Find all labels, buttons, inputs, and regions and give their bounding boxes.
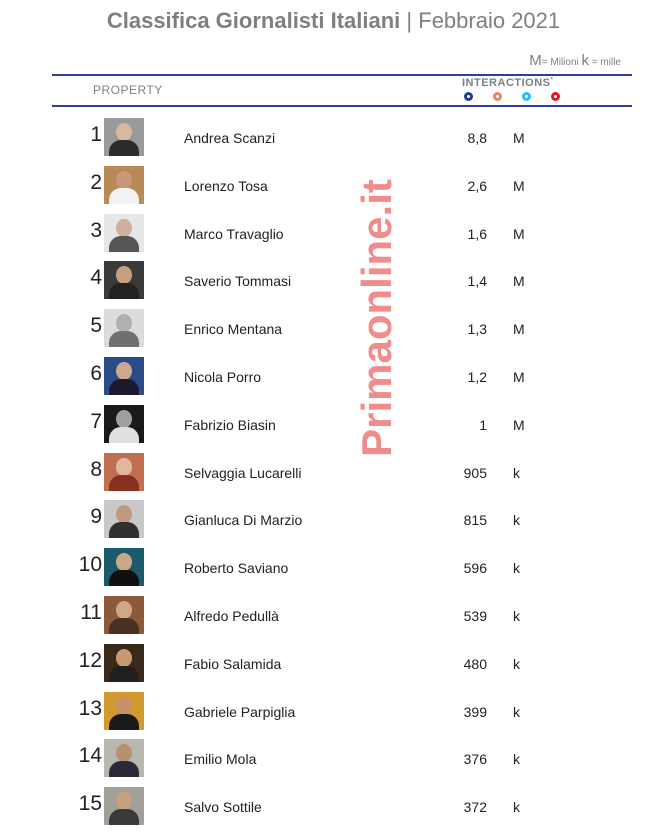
- journalist-name: Fabio Salamida: [184, 655, 282, 672]
- avatar: [104, 214, 144, 252]
- interactions-unit: M: [513, 273, 525, 290]
- avatar: [104, 166, 144, 204]
- journalist-name: Enrico Mentana: [184, 321, 283, 338]
- page-title: [0, 8, 667, 34]
- avatar-head: [116, 553, 132, 571]
- rank-number: 9: [90, 505, 102, 529]
- avatar: [104, 357, 144, 395]
- avatar-head: [116, 410, 132, 428]
- interactions-value: 596: [463, 560, 487, 577]
- avatar-head: [116, 601, 132, 619]
- avatar: [104, 453, 144, 491]
- journalist-name: Salvo Sottile: [184, 799, 262, 816]
- twitter-icon: [522, 92, 531, 101]
- interactions-unit: k: [513, 799, 520, 816]
- interactions-value: 1,6: [467, 225, 487, 242]
- table-row: [0, 403, 667, 447]
- avatar: [104, 548, 144, 586]
- interactions-label: INTERACTIONS: [462, 77, 551, 89]
- journalist-name: Gianluca Di Marzio: [184, 512, 303, 529]
- title-separator: |: [406, 8, 413, 33]
- journalist-name: Andrea Scanzi: [184, 130, 276, 146]
- avatar-head: [116, 744, 132, 762]
- avatar-body: [109, 140, 139, 156]
- interactions-unit: k: [513, 751, 520, 768]
- interactions-value: 372: [463, 799, 487, 816]
- avatar-head: [116, 792, 132, 810]
- interactions-unit: k: [513, 512, 520, 529]
- avatar: [104, 118, 144, 156]
- avatar-body: [109, 522, 139, 538]
- avatar-head: [116, 314, 132, 332]
- avatar-body: [109, 331, 139, 347]
- table-row: [0, 307, 667, 351]
- rank-number: 6: [90, 362, 102, 385]
- rank-number: 15: [78, 792, 102, 816]
- table-row: [0, 546, 667, 590]
- table-row: [0, 212, 667, 256]
- rank-number: 1: [90, 123, 102, 146]
- interactions-unit: M: [513, 321, 525, 338]
- journalist-name: Alfredo Pedullà: [184, 608, 279, 624]
- avatar: [104, 692, 144, 730]
- interactions-unit: k: [513, 655, 520, 672]
- interactions-unit: M: [513, 416, 525, 433]
- rank-number: 4: [90, 266, 102, 290]
- interactions-unit: k: [513, 560, 520, 577]
- unit-legend: [529, 52, 621, 69]
- interactions-value: 905: [463, 464, 487, 481]
- rank-number: 5: [90, 314, 102, 338]
- column-header-interactions: [462, 77, 553, 89]
- avatar-body: [109, 666, 139, 682]
- rank-number: 2: [90, 170, 102, 194]
- rank-number: 12: [78, 648, 102, 672]
- interactions-value: 1,2: [467, 369, 487, 385]
- avatar-head: [116, 266, 132, 284]
- avatar-body: [109, 809, 139, 825]
- avatar-head: [116, 362, 132, 380]
- rank-number: 10: [78, 553, 102, 577]
- avatar: [104, 596, 144, 634]
- rank-number: 8: [90, 457, 102, 481]
- avatar-body: [109, 283, 139, 299]
- avatar-head: [116, 505, 132, 523]
- table-row: [0, 785, 667, 829]
- interactions-unit: M: [513, 369, 525, 385]
- journalist-name: Emilio Mola: [184, 751, 257, 768]
- journalist-name: Selvaggia Lucarelli: [184, 464, 302, 481]
- interactions-value: 1: [479, 416, 487, 433]
- legend-m-text: = Milioni: [541, 57, 579, 68]
- table-row: [0, 594, 667, 638]
- interactions-unit: k: [513, 464, 520, 481]
- journalist-name: Saverio Tommasi: [184, 273, 292, 290]
- table-row: [0, 355, 667, 399]
- avatar-head: [116, 697, 132, 715]
- interactions-value: 1,3: [467, 321, 487, 338]
- avatar: [104, 500, 144, 538]
- interactions-value: 399: [463, 703, 487, 720]
- header-top-rule: [52, 74, 632, 76]
- table-row: [0, 259, 667, 303]
- instagram-icon: [493, 92, 502, 101]
- interactions-value: 1,4: [467, 273, 487, 290]
- avatar: [104, 261, 144, 299]
- avatar-body: [109, 475, 139, 491]
- avatar: [104, 787, 144, 825]
- column-header-property: PROPERTY: [93, 83, 163, 97]
- avatar-body: [109, 761, 139, 777]
- table-row: [0, 642, 667, 686]
- interactions-value: 8,8: [467, 130, 487, 146]
- journalist-name: Fabrizio Biasin: [184, 416, 276, 433]
- legend-k-letter: k: [581, 52, 590, 69]
- journalist-name: Lorenzo Tosa: [184, 177, 268, 194]
- interactions-unit: k: [513, 703, 520, 720]
- youtube-icon: [551, 92, 560, 101]
- header-bottom-rule: [52, 105, 632, 107]
- legend-m-letter: M: [529, 52, 542, 69]
- interactions-value: 815: [463, 512, 487, 529]
- interactions-mark: *: [550, 77, 554, 84]
- avatar-body: [109, 618, 139, 634]
- avatar-body: [109, 188, 139, 204]
- journalist-name: Marco Travaglio: [184, 225, 284, 242]
- journalist-name: Roberto Saviano: [184, 560, 289, 577]
- avatar-head: [116, 171, 132, 189]
- interactions-value: 2,6: [467, 177, 487, 194]
- table-row: [0, 451, 667, 495]
- avatar-body: [109, 236, 139, 252]
- interactions-unit: M: [513, 177, 525, 194]
- journalist-name: Gabriele Parpiglia: [184, 703, 296, 720]
- title-main: Classifica Giornalisti Italiani: [106, 8, 401, 33]
- rank-number: 13: [78, 696, 102, 720]
- avatar: [104, 644, 144, 682]
- interactions-value: 480: [463, 655, 487, 672]
- table-row: [0, 498, 667, 542]
- rank-number: 7: [90, 409, 102, 433]
- avatar-head: [116, 649, 132, 667]
- avatar-body: [109, 570, 139, 586]
- rank-number: 11: [80, 601, 102, 624]
- watermark: Primaonline.it: [353, 179, 400, 457]
- interactions-value: 376: [463, 751, 487, 768]
- avatar: [104, 405, 144, 443]
- avatar-body: [109, 714, 139, 730]
- rank-number: 3: [90, 218, 102, 242]
- interactions-unit: M: [513, 130, 525, 146]
- table-row: [0, 164, 667, 208]
- avatar: [104, 739, 144, 777]
- avatar-head: [116, 458, 132, 476]
- legend-k-text: = mille: [591, 57, 621, 68]
- table-row: [0, 116, 667, 160]
- title-month: Febbraio 2021: [418, 8, 561, 33]
- table-row: [0, 690, 667, 734]
- rank-number: 14: [78, 744, 102, 768]
- avatar-body: [109, 379, 139, 395]
- avatar-body: [109, 427, 139, 443]
- avatar-head: [116, 219, 132, 237]
- interactions-unit: k: [513, 608, 520, 624]
- avatar: [104, 309, 144, 347]
- facebook-icon: [464, 92, 473, 101]
- interactions-value: 539: [463, 608, 487, 624]
- interactions-unit: M: [513, 225, 525, 242]
- avatar-head: [116, 123, 132, 141]
- table-row: [0, 737, 667, 781]
- journalist-name: Nicola Porro: [184, 369, 262, 385]
